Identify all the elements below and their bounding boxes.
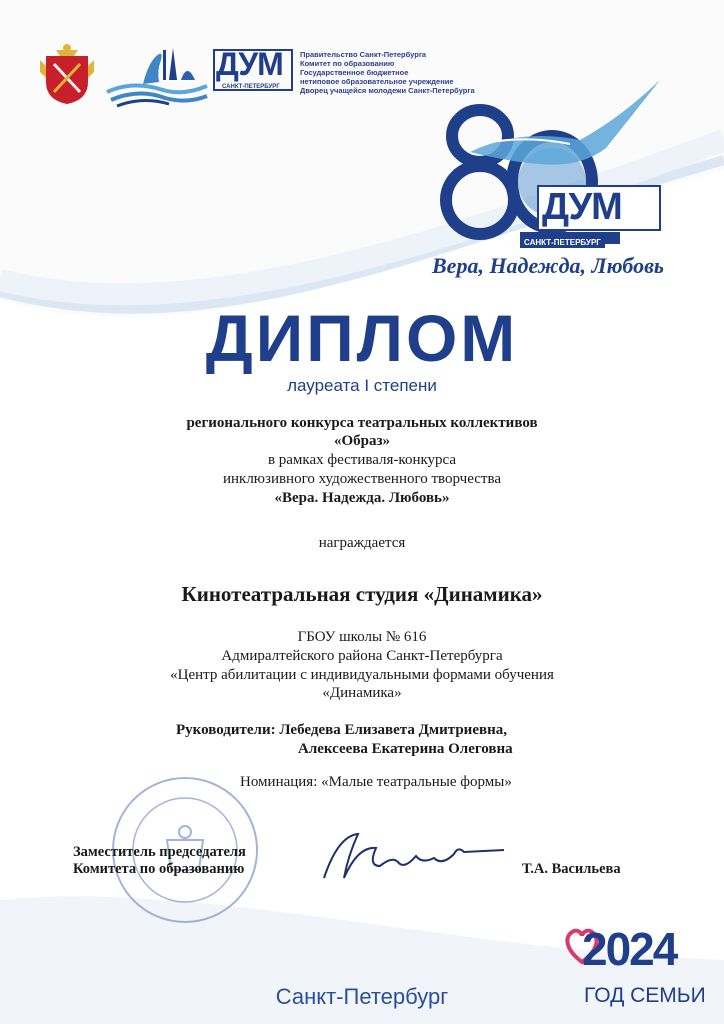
festival-city: САНКТ-ПЕТЕРБУРГ	[520, 237, 605, 248]
signatory-position	[73, 844, 246, 878]
org-line: Дворец учащейся молодежи Санкт-Петербурга	[300, 86, 475, 95]
awarded-text: награждается	[318, 535, 406, 551]
context-line-1: в рамках фестиваля-конкурса	[267, 452, 457, 468]
school-line-2: Адмиралтейского района Санкт-Петербурга	[221, 648, 503, 664]
org-line: нетиповое образовательное учреждение	[300, 77, 454, 86]
nomination: Номинация: «Малые театральные формы»	[240, 774, 512, 790]
festival-dum-text: ДУМ	[542, 186, 622, 228]
diploma-title: ДИПЛОМ	[205, 301, 519, 375]
diploma-degree: лауреата I степени	[287, 376, 437, 395]
signatory-name: Т.А. Васильева	[522, 861, 621, 877]
contest-line: регионального конкурса театральных коллективов	[186, 415, 538, 431]
context-line-2: инклюзивного художественного творчества	[222, 471, 501, 487]
org-line: Комитет по образованию	[300, 59, 395, 68]
org-line: Государственное бюджетное	[300, 68, 409, 77]
dum-logo-subtext: САНКТ-ПЕТЕРБУРГ	[222, 84, 280, 90]
festival-slogan: Вера, Надежда, Любовь	[432, 253, 664, 278]
leaders-line-2: Алексеева Екатерина Олеговна	[298, 741, 513, 757]
handwritten-signature	[318, 826, 508, 886]
year-2024: 2024	[582, 923, 677, 975]
signatory-position-line-2: Комитета по образованию	[73, 861, 245, 877]
school-line-3: «Центр абилитации с индивидуальными формами обучения	[170, 667, 554, 683]
footer-city: Санкт-Петербург	[275, 984, 449, 1009]
spb-coat-of-arms-icon	[38, 42, 96, 106]
org-line: Правительство Санкт-Петербурга	[300, 50, 427, 59]
dum-swan-logo-icon	[103, 40, 211, 110]
year-caption: ГОД СЕМЬИ	[584, 984, 706, 1007]
dum-logo-text: ДУМ	[216, 46, 283, 82]
festival-80-logo	[430, 78, 670, 258]
school-line-1: ГБОУ школы № 616	[297, 629, 427, 645]
leaders-line-1: Руководители: Лебедева Елизавета Дмитриевна,	[176, 722, 507, 738]
signatory-position-line-1: Заместитель председателя	[73, 844, 246, 860]
recipient-name: Кинотеатральная студия «Динамика»	[181, 582, 543, 606]
festival-name: «Вера. Надежда. Любовь»	[274, 490, 450, 506]
contest-name: «Образ»	[333, 433, 391, 449]
school-line-4: «Динамика»	[322, 685, 402, 701]
